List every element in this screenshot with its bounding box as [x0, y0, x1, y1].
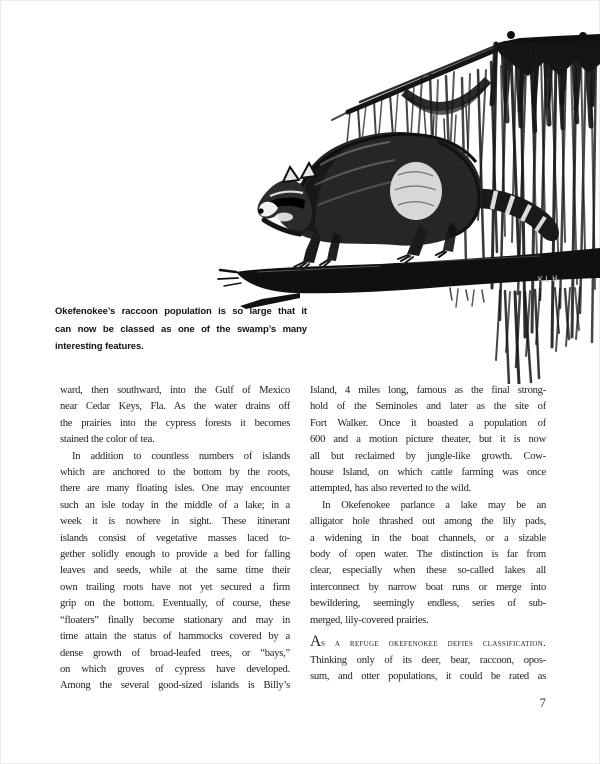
section-opener-line [310, 633, 546, 652]
raccoon-ear [283, 167, 299, 182]
text-line: own trailing roots have not yet secured a firm [60, 581, 290, 593]
artist-signature: KLH [537, 274, 560, 286]
text-line: week it is nowhere in sight. These itinerant [60, 516, 290, 528]
paragraph [60, 449, 290, 695]
text-line: In addition to countless numbers of islands [72, 450, 290, 462]
text-line: interconnect by narrow boat runs or merge into [310, 581, 546, 593]
text-line: sum, and otter populations, it could be rated as [310, 670, 546, 682]
text-line: islands consist of vegetative masses laced to- [60, 532, 290, 544]
text-line: on which groves of cypress have developed. [60, 663, 290, 675]
small-caps-text: s a refuge okefenokee defies classification. [320, 638, 546, 650]
text-line: hold of the Seminoles and later as the site of [310, 401, 546, 413]
text-line: Thinking only of its deer, bear, raccoon, opos- [310, 654, 546, 666]
text-line: In Okefenokee parlance a lake may be an [322, 499, 546, 511]
text-line: clear, especially when these so-called lakes all [310, 565, 546, 577]
text-line: Island, 4 miles long, famous as the final strong- [310, 385, 546, 396]
text-line: “floaters” finally become stationary and may in [60, 614, 290, 626]
text-line: bewildering, seemingly endless, series of sub- [310, 598, 546, 610]
text-line: body of open water. The distinction is far from [310, 549, 546, 561]
text-line: Fort Walker. Once it boasted a population of [310, 417, 546, 429]
text-line: dense growth of broad-leafed trees, or “bays,” [60, 647, 290, 659]
text-line: Among the several good-sized islands is Billy’s [60, 680, 290, 692]
text-line: all but reclaimed by jungle-like growth. Cow- [310, 450, 546, 462]
left-column [60, 383, 290, 695]
moss-strand [466, 106, 468, 148]
paragraph [310, 498, 546, 629]
right-column [310, 383, 546, 695]
text-line: 600 and a motion picture theater, but it is now [310, 434, 546, 446]
initial-cap: A [310, 633, 321, 651]
text-line: ward, then southward, into the Gulf of Mexico [60, 385, 290, 396]
text-line: merged, lily-covered prairies. [310, 614, 429, 626]
moss-strand [424, 108, 426, 136]
text-line: attempted, has also reverted to the wild. [310, 483, 472, 495]
moss-strand [466, 290, 468, 300]
body-text [60, 383, 546, 695]
text-line: leaves and seeds, while at the same time their [60, 565, 290, 577]
text-line: which are anchored to the bottom by the roots, [60, 467, 290, 479]
raccoon-nose [258, 208, 263, 213]
page-number: 7 [539, 695, 546, 710]
text-line: there are many floating isles. One may encounter [60, 483, 290, 495]
moss-strand [478, 70, 484, 270]
text-line: stained the color of tea. [60, 434, 155, 446]
moss-highlight-strand [569, 160, 571, 240]
moss-strand [456, 289, 458, 307]
raccoon-head [258, 163, 316, 234]
photo-caption [55, 303, 307, 356]
text-line: near Cedar Keys, Fla. As the water drains off [60, 401, 290, 413]
caption-line: Okefenokee’s raccoon population is so large that it [55, 306, 307, 317]
moss-strand [362, 105, 366, 140]
paragraph [60, 383, 290, 449]
text-line: grip on the bottom. Eventually, of course, these [60, 598, 290, 610]
text-line: house Island, on which cattle farming was once [310, 467, 546, 479]
moss-strand [496, 290, 500, 360]
moss-strand [482, 290, 484, 302]
text-line: a widening in the boat channels, or a sizable [310, 532, 546, 544]
paragraph [310, 383, 546, 498]
caption-line: interesting features. [55, 341, 144, 352]
text-line: the prairies into the cypress forests it becomes [60, 417, 290, 429]
text-line: such an isle today in the middle of a lake; in a [60, 499, 290, 511]
moss-strand [450, 288, 452, 300]
text-line: time attain the status of hammocks covered by a [60, 631, 290, 643]
caption-line: can now be classed as one of the swamp’s many [55, 323, 307, 335]
moss-strand [472, 290, 474, 306]
text-line: gether solidly enough to provide a bed for falling [60, 549, 290, 561]
paragraph [310, 633, 546, 685]
text-line: alligator hole thrashed out among the lily pads, [310, 516, 546, 528]
